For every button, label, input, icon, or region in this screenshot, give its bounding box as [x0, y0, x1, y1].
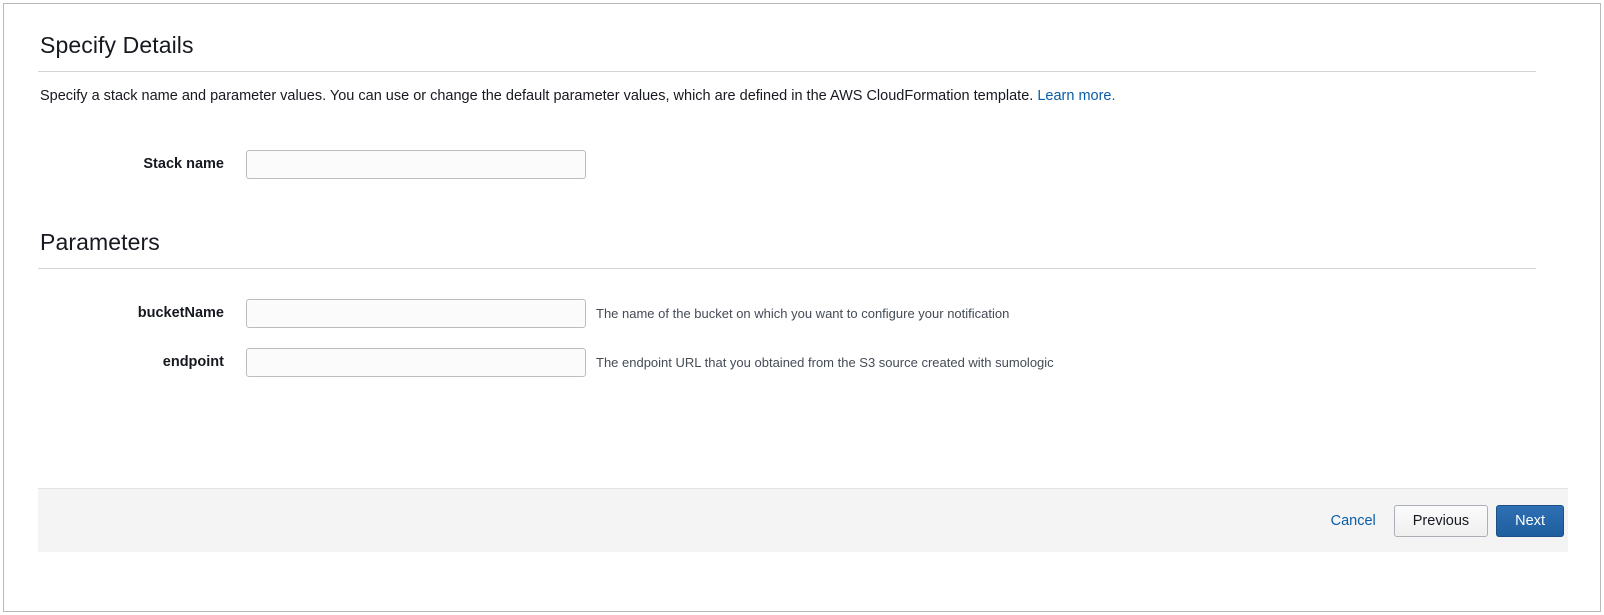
endpoint-hint: The endpoint URL that you obtained from the S3 source created with sumologic — [596, 355, 1054, 371]
intro-description: Specify a stack name and parameter values. You can use or change the default parameter values, which are defined in the AWS CloudFormation template. — [40, 88, 1034, 104]
cancel-button[interactable]: Cancel — [1331, 513, 1394, 529]
parameters-title: Parameters — [40, 229, 160, 256]
learn-more-link[interactable]: Learn more. — [1037, 88, 1116, 104]
bucket-name-label: bucketName — [137, 305, 224, 322]
form-row-bucket-name — [38, 299, 1568, 328]
next-button[interactable]: Next — [1496, 505, 1564, 537]
stack-name-form — [38, 106, 1568, 179]
wizard-footer — [38, 488, 1568, 552]
stack-name-label: Stack name — [143, 156, 224, 173]
previous-button[interactable]: Previous — [1394, 505, 1488, 537]
page-title: Specify Details — [40, 32, 194, 58]
stack-name-input[interactable] — [246, 150, 586, 179]
specify-details-panel — [38, 4, 1568, 397]
intro-text — [38, 72, 1568, 106]
form-row-endpoint — [38, 348, 1568, 377]
endpoint-input[interactable] — [246, 348, 586, 377]
endpoint-label: endpoint — [162, 354, 224, 371]
parameters-form — [38, 269, 1568, 377]
bucket-name-input[interactable] — [246, 299, 586, 328]
form-row-stack-name — [38, 150, 1568, 179]
browser-content-frame — [3, 3, 1601, 612]
bucket-name-hint: The name of the bucket on which you want to configure your notification — [596, 306, 1010, 322]
